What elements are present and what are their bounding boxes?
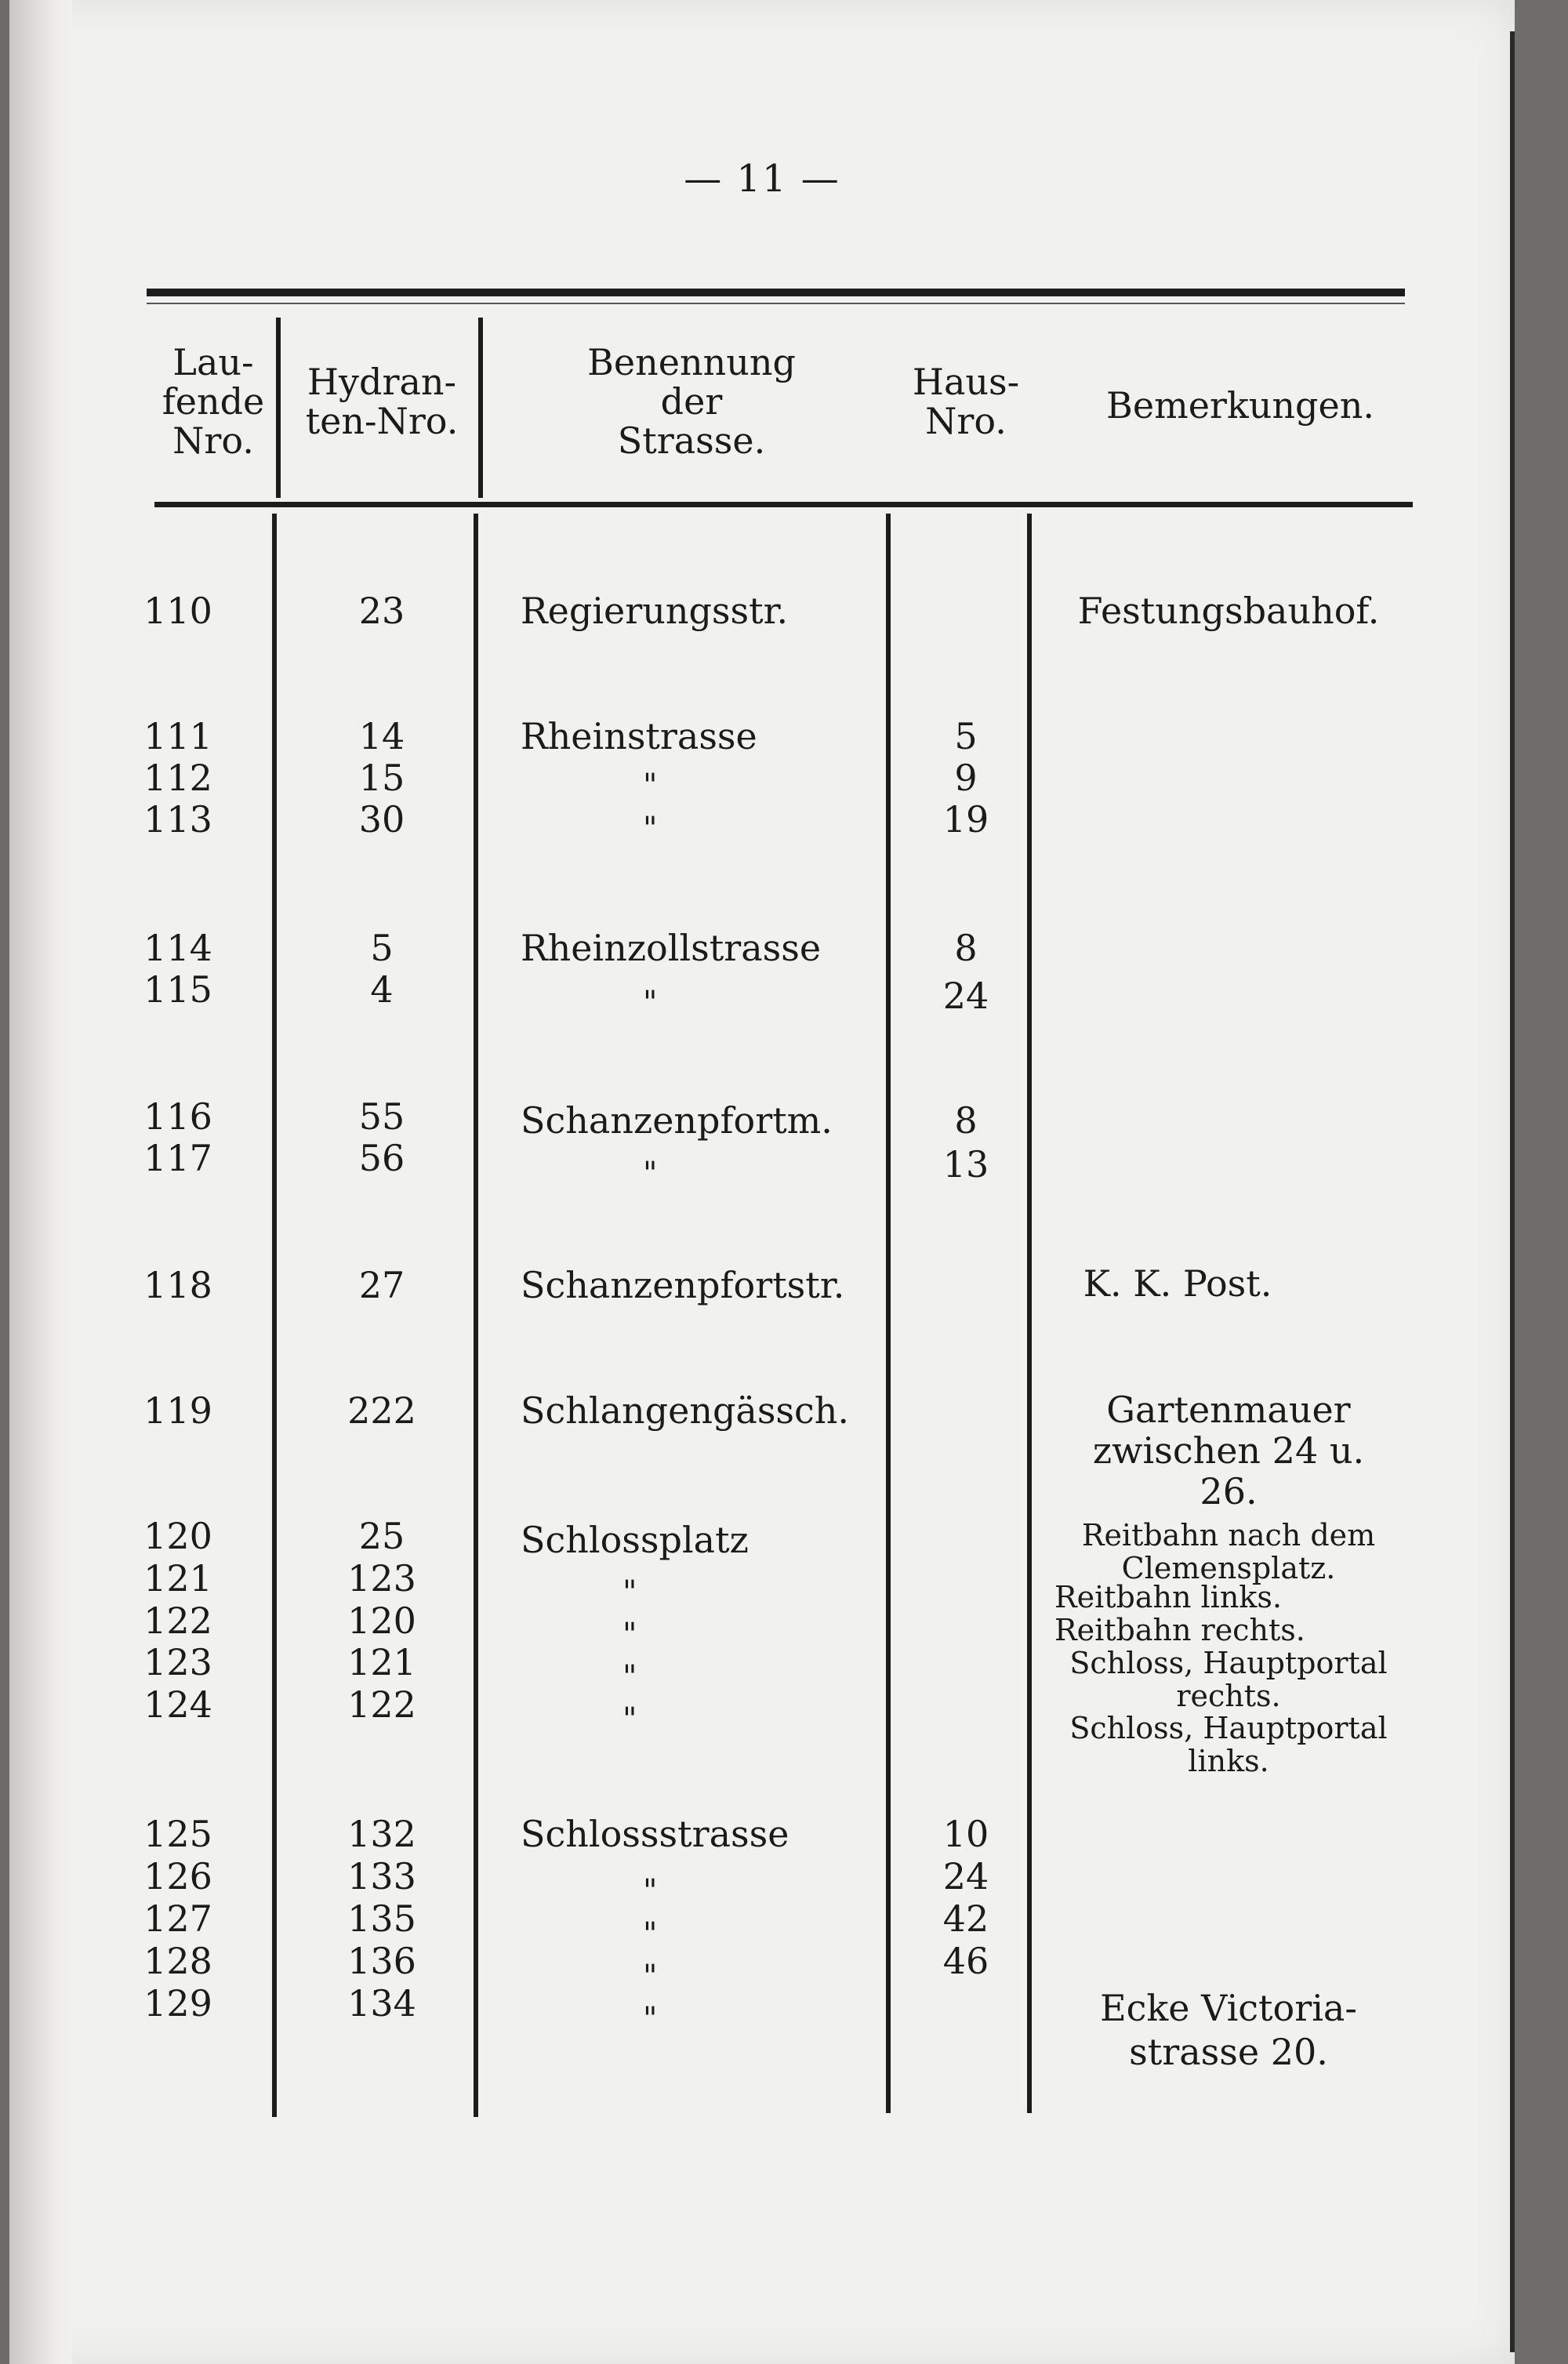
row-126-laufende: 126 — [143, 1855, 212, 1897]
row-125-laufende: 125 — [143, 1813, 212, 1855]
row-118-hydrant: 27 — [358, 1264, 405, 1306]
row-114-laufende: 114 — [143, 927, 212, 969]
header-hydranten-line-1: Hydran- — [307, 361, 457, 403]
row-121-laufende: 121 — [143, 1557, 212, 1600]
header-hydranten-line-2: ten-Nro. — [305, 400, 459, 442]
row-114-haus: 8 — [954, 927, 978, 969]
page-number: — 11 — — [684, 157, 840, 201]
row-121-hydrant: 123 — [347, 1557, 416, 1600]
row-126-hydrant: 133 — [347, 1855, 416, 1897]
header-hydranten — [288, 362, 476, 441]
row-115-hydrant: 4 — [370, 968, 394, 1011]
row-128-hydrant: 136 — [347, 1940, 416, 1982]
row-118-bemerkung: K. K. Post. — [1083, 1262, 1272, 1305]
row-120-strasse: Schlossplatz — [521, 1519, 749, 1561]
row-114-hydrant: 5 — [370, 927, 394, 969]
row-121-strasse-ditto: " — [622, 1574, 637, 1610]
row-110-strasse: Regierungsstr. — [521, 590, 789, 632]
row-128-haus: 46 — [942, 1940, 989, 1982]
row-125-haus: 10 — [942, 1813, 989, 1855]
header-rule — [154, 502, 1413, 507]
row-112-strasse-ditto: " — [643, 768, 658, 804]
row-111-haus: 5 — [954, 715, 978, 757]
row-113-strasse-ditto: " — [643, 811, 658, 847]
row-113-hydrant: 30 — [358, 798, 405, 841]
header-benennung-line-1: Benennung — [587, 341, 796, 383]
row-115-laufende: 115 — [143, 968, 212, 1011]
header-haus — [887, 362, 1044, 441]
row-116-hydrant: 55 — [358, 1095, 405, 1138]
row-117-laufende: 117 — [143, 1137, 212, 1179]
book-spine-shadow — [9, 0, 72, 2364]
row-112-laufende: 112 — [143, 757, 212, 799]
row-110-bemerkung: Festungsbauhof. — [1077, 590, 1380, 632]
top-rule-thick — [147, 289, 1405, 296]
row-128-strasse-ditto: " — [643, 1959, 658, 1995]
row-115-strasse-ditto: " — [643, 985, 658, 1021]
row-124-hydrant: 122 — [347, 1683, 416, 1726]
row-129-bemerkung: Ecke Victoria-strasse 20. — [1100, 1987, 1357, 2073]
row-118-laufende: 118 — [143, 1264, 212, 1306]
row-119-strasse: Schlangengässch. — [521, 1389, 850, 1432]
top-rule-thin — [147, 303, 1405, 304]
row-122-laufende: 122 — [143, 1600, 212, 1642]
row-119-bemerkung: Gartenmauer zwischen 24 u. 26. — [1092, 1389, 1365, 1512]
row-116-haus: 8 — [954, 1099, 978, 1142]
row-119-hydrant: 222 — [347, 1389, 416, 1432]
row-115-haus: 24 — [942, 975, 989, 1017]
column-divider-3 — [886, 514, 891, 2113]
row-123-strasse-ditto: " — [622, 1659, 637, 1695]
row-120-laufende: 120 — [143, 1515, 212, 1557]
row-123-laufende: 123 — [143, 1641, 212, 1683]
row-125-strasse: Schlossstrasse — [521, 1813, 789, 1855]
header-benennung — [527, 343, 856, 460]
header-bemerkungen: Bemerkungen. — [1106, 384, 1374, 427]
header-benennung-line-2: der — [660, 380, 723, 423]
row-113-haus: 19 — [942, 798, 989, 841]
row-120-bemerkung: Reitbahn nach dem Clemensplatz. — [1081, 1518, 1376, 1585]
row-118-strasse: Schanzenpfortstr. — [521, 1264, 845, 1306]
row-116-laufende: 116 — [143, 1095, 212, 1138]
row-122-hydrant: 120 — [347, 1600, 416, 1642]
row-127-hydrant: 135 — [347, 1897, 416, 1940]
row-129-hydrant: 134 — [347, 1982, 416, 2024]
row-123-bemerkung: Schloss, Hauptportal rechts. — [1069, 1646, 1388, 1713]
row-122-bemerkung: Reitbahn rechts. — [1054, 1613, 1305, 1647]
row-120-hydrant: 25 — [358, 1515, 405, 1557]
row-127-laufende: 127 — [143, 1897, 212, 1940]
column-divider-1 — [272, 514, 277, 2117]
row-128-laufende: 128 — [143, 1940, 212, 1982]
document-page — [9, 0, 1515, 2364]
row-114-strasse: Rheinzollstrasse — [521, 927, 822, 969]
row-127-strasse-ditto: " — [643, 1916, 658, 1952]
row-124-bemerkung: Schloss, Hauptportal links. — [1069, 1711, 1388, 1778]
row-123-hydrant: 121 — [347, 1641, 416, 1683]
row-110-hydrant: 23 — [358, 590, 405, 632]
column-divider-2 — [474, 514, 478, 2117]
row-129-strasse-ditto: " — [643, 2001, 658, 2037]
header-benennung-line-3: Strasse. — [617, 419, 766, 462]
header-divider-2 — [478, 318, 483, 498]
row-124-strasse-ditto: " — [622, 1701, 637, 1738]
row-111-laufende: 111 — [143, 715, 212, 757]
row-117-haus: 13 — [942, 1143, 989, 1186]
header-divider-1 — [276, 318, 281, 498]
header-haus-line-1: Haus- — [912, 361, 1020, 403]
header-laufende-line-3: Nro. — [172, 419, 254, 462]
row-112-hydrant: 15 — [358, 757, 405, 799]
row-126-haus: 24 — [942, 1855, 989, 1897]
row-126-strasse-ditto: " — [643, 1873, 658, 1909]
row-117-strasse-ditto: " — [643, 1156, 658, 1192]
row-111-hydrant: 14 — [358, 715, 405, 757]
scan-background-edge — [1515, 0, 1568, 2364]
header-laufende-line-1: Lau- — [172, 341, 254, 383]
header-haus-line-2: Nro. — [925, 400, 1007, 442]
row-116-strasse: Schanzenpfortm. — [521, 1099, 833, 1142]
row-112-haus: 9 — [954, 757, 978, 799]
row-121-bemerkung: Reitbahn links. — [1054, 1580, 1282, 1614]
header-laufende — [158, 343, 268, 460]
row-119-laufende: 119 — [143, 1389, 212, 1432]
column-divider-4 — [1027, 514, 1032, 2113]
row-117-hydrant: 56 — [358, 1137, 405, 1179]
row-124-laufende: 124 — [143, 1683, 212, 1726]
row-113-laufende: 113 — [143, 798, 212, 841]
row-111-strasse: Rheinstrasse — [521, 715, 757, 757]
row-127-haus: 42 — [942, 1897, 989, 1940]
row-129-laufende: 129 — [143, 1982, 212, 2024]
row-125-hydrant: 132 — [347, 1813, 416, 1855]
header-laufende-line-2: fende — [162, 380, 265, 423]
row-122-strasse-ditto: " — [622, 1617, 637, 1653]
row-110-laufende: 110 — [143, 590, 212, 632]
